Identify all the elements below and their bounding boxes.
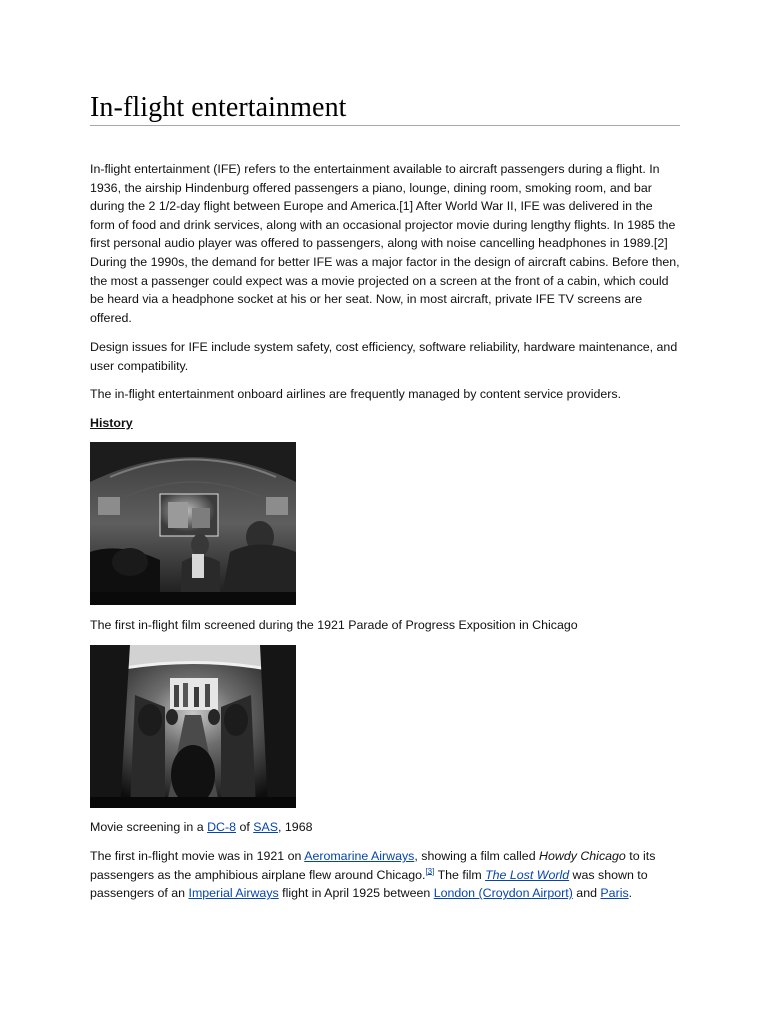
paris-link[interactable]: Paris — [600, 886, 629, 901]
caption-text: , 1968 — [278, 820, 313, 834]
citation-3-link[interactable]: [3] — [425, 866, 435, 876]
design-issues-paragraph: Design issues for IFE include system safety, cost efficiency, software reliability, hardware maintenance, and user compatibility. — [90, 340, 678, 373]
providers-paragraph: The in-flight entertainment onboard airlines are frequently managed by content service providers. — [90, 387, 622, 401]
body-text: The film — [434, 867, 486, 882]
lost-world-link[interactable] — [485, 868, 569, 882]
page-title: In-flight entertainment — [90, 92, 347, 123]
body-text: flight in April 1925 between — [278, 886, 434, 901]
history-photo-dc8 — [90, 645, 296, 808]
body-text: The first in-flight movie was in 1921 on — [90, 849, 305, 863]
history-photo-1921 — [90, 442, 296, 605]
aeromarine-airways-link[interactable]: Aeromarine Airways — [304, 849, 415, 863]
body-text: . — [628, 886, 633, 901]
lost-world-title: The Lost World — [485, 867, 570, 882]
history-heading: History — [90, 416, 133, 430]
intro-paragraph: In-flight entertainment (IFE) refers to the entertainment available to aircraft passengers during a flight. In 1936, the airship Hindenburg offered passengers a piano, lounge, dining room, smoking room, and bar during the 2 1/2-day flight between Europe and America.[1] After World War II, IFE was delivered in the form of food and drink services, along with an occasional projector movie during lengthy flights. In 1985 the first personal audio player was offered to passengers, along with noise cancelling headphones in 1989.[2] During the 1990s, the demand for better IFE was a major factor in the design of aircraft cabins. Before then, the most a passenger could expect was a movie projected on a screen at the front of a cabin, which could be heard via a headphone socket at his or her seat. Now, in most aircraft, private IFE TV screens are offered. — [90, 162, 680, 325]
body-text: was shown to passengers of an — [90, 867, 648, 901]
imperial-airways-link[interactable]: Imperial Airways — [188, 886, 279, 901]
body-text: and — [572, 886, 601, 901]
caption-text: of — [236, 820, 254, 834]
caption-text: Movie screening in a — [90, 820, 208, 834]
body-text: to its passengers as the amphibious airplane flew around Chicago. — [90, 849, 656, 882]
title-divider — [90, 125, 680, 126]
croydon-airport-link[interactable]: London (Croydon Airport) — [433, 886, 573, 901]
dc8-link[interactable]: DC-8 — [207, 820, 237, 834]
body-text: , showing a film called — [414, 849, 540, 863]
photo-1-caption: The first in-flight film screened during the 1921 Parade of Progress Exposition in Chicago — [90, 618, 578, 632]
photo-2-caption — [90, 818, 680, 837]
film-title-howdy-chicago: Howdy Chicago — [539, 849, 626, 863]
sas-link[interactable]: SAS — [253, 820, 279, 834]
history-paragraph — [90, 847, 680, 903]
